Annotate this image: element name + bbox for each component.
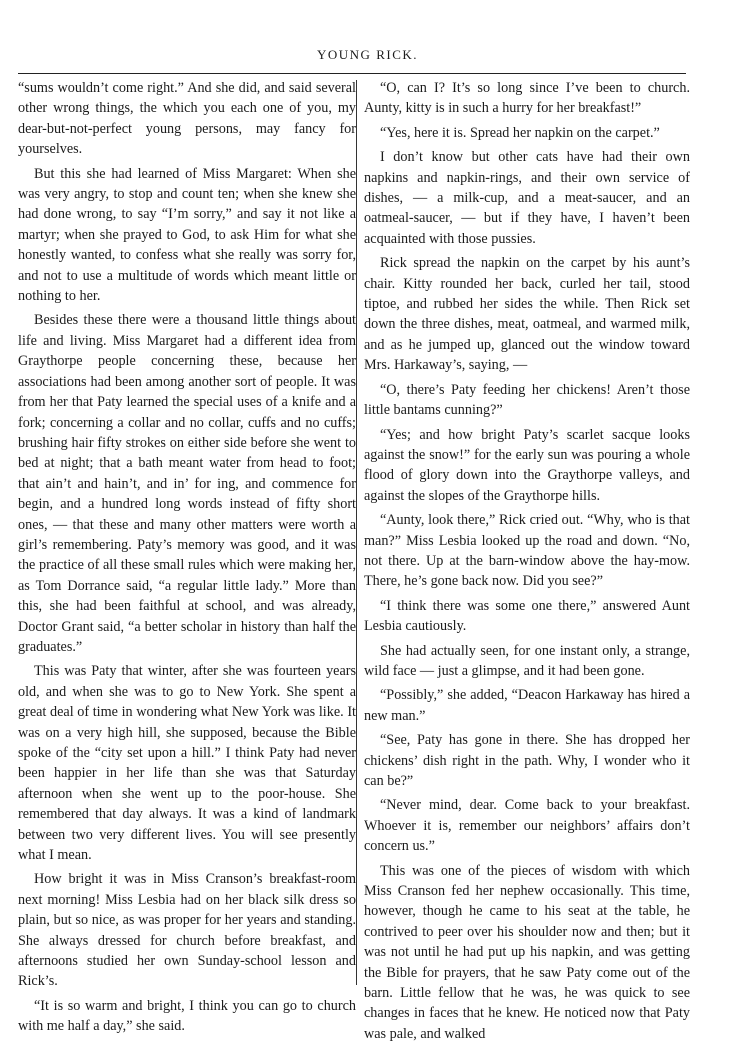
paragraph: “O, can I? It’s so long since I’ve been to church. Aunty, kitty is in such a hurry for her breakfast!” (364, 80, 690, 117)
paragraph: She had actually seen, for one instant only, a strange, wild face — just a glimpse, and it had been gone. (364, 642, 690, 679)
paragraph: “Aunty, look there,” Rick cried out. “Why, who is that man?” Miss Lesbia looked up the road and down. “No, not there. Up at the barn-window above the hay-mow. There, he’s gone back now. Did you see?” (364, 512, 690, 590)
paragraph: “Yes, here it is. Spread her napkin on the carpet.” (380, 124, 660, 141)
paragraph: “I think there was some one there,” answered Aunt Lesbia cautiously. (364, 597, 690, 635)
paragraph: I don’t know but other cats have had their own napkins and napkin-rings, and their own service of dishes, — a milk-cup, and a meat-saucer, and an oatmeal-saucer, — but if they have, I haven’t been acquainted with those pussies. (364, 149, 690, 247)
paragraph: “It is so warm and bright, I think you can go to church with me half a day,” she said. (18, 997, 356, 1035)
paragraph: “sums wouldn’t come right.” And she did, and said several other wrong things, the which you each one of you, my dear-but-not-perfect young persons, may fancy for yourselves. (18, 80, 356, 158)
paragraph: Besides these there were a thousand little things about life and living. Miss Margaret had a different idea from Graythorpe people concerning these, because her associations had been among another sort of people. It was from her that Paty learned the special uses of a knife and a fork; concerning a collar and no collar, cuffs and no cuffs; brushing hair fifty strokes on either side before she went to bed at night; that a bath meant water from head to foot; that ain’t and hain’t, and in’ for ing, and commence for begin, and a hundred long words instead of fifty short ones, — that these and many other matters were worth a girl’s remembering. Paty’s memory was good, and it was the practice of all these small rules which were making her, as Tom Dorrance said, “a regular little lady.” More than this, she had been faithful at school, and was already, Doctor Grant said, “a better scholar in history than half the graduates.” (18, 312, 356, 655)
running-head: YOUNG RICK. (317, 47, 418, 62)
header-rule (18, 73, 686, 74)
paragraph: How bright it was in Miss Cranson’s breakfast-room next morning! Miss Lesbia had on her black silk dress so plain, but so nice, as was proper for her years and standing. She always dressed for church before breakfast, and afternoons studied her own Sunday-school lesson and Rick’s. (18, 871, 356, 990)
paragraph: But this she had learned of Miss Margaret: When she was very angry, to stop and count ten; when she knew she had done wrong, to say “I’m sorry,” and say it not like a martyr; when she prayed to God, to ask Him for what she honestly wanted, to confess what she really was sorry for, and not to use a multitude of words which meant little or nothing to her. (18, 165, 356, 305)
column-divider (356, 80, 357, 985)
paragraph: This was one of the pieces of wisdom with which Miss Cranson fed her nephew occasionally. This time, however, though he came to his seat at the table, he contrived to peer over his shoulder now and then; but it was not until he had put up his napkin, and was getting the Bible for prayers, that he saw Paty come out of the barn. Little fellow that he was, he was quick to see changes in faces that he knew. He noticed now that Paty was pale, and walked (364, 862, 690, 1042)
paragraph: “See, Paty has gone in there. She has dropped her chickens’ dish right in the path. Why, I wonder who it can be?” (364, 732, 690, 789)
left-column (18, 78, 356, 1041)
right-column (364, 78, 690, 1048)
paragraph: “O, there’s Paty feeding her chickens! Aren’t those little bantams cunning?” (364, 381, 690, 419)
paragraph: “Possibly,” she added, “Deacon Harkaway has hired a new man.” (364, 687, 690, 724)
paragraph: “Never mind, dear. Come back to your breakfast. Whoever it is, remember our neighbors’ affairs don’t concern us.” (364, 797, 690, 855)
paragraph: This was Paty that winter, after she was fourteen years old, and when she was to go to New York. She spent a great deal of time in wondering what New York was like. It was on a very high hill, she supposed, because the Bible spoke of the “city set upon a hill.” I think Paty had never been happier in her life than she was that Saturday afternoon when she went up to the poor-house. She remembered that day always. It was a kind of landmark between two very different lives. You will see presently what I mean. (18, 663, 356, 864)
paragraph: “Yes; and how bright Paty’s scarlet sacque looks against the snow!” for the early sun was pouring a whole flood of glory down into the Graythorpe valleys, and against the slopes of the Graythorpe hills. (364, 426, 690, 504)
paragraph: Rick spread the napkin on the carpet by his aunt’s chair. Kitty rounded her back, curled her tail, stood tiptoe, and rubbed her sides the while. Then Rick set down the three dishes, meat, oatmeal, and warmed milk, and as he jumped up, glanced out the window toward Mrs. Harkaway’s, saying, — (364, 255, 690, 374)
